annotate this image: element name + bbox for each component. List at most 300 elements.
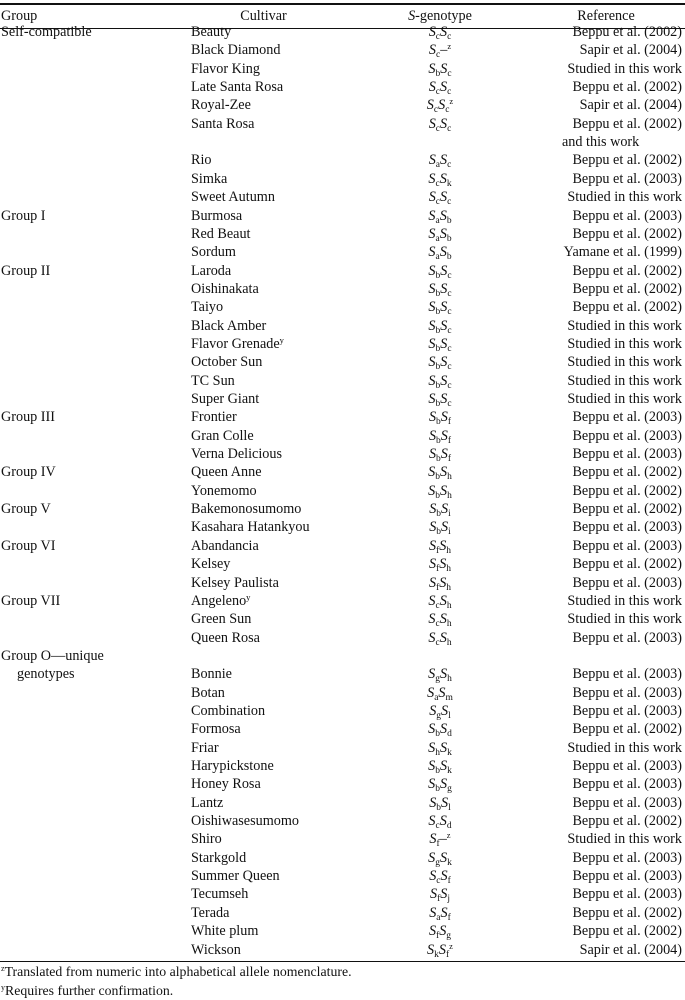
reference-cell: Sapir et al. (2004) — [579, 42, 682, 59]
genotype-cell — [370, 684, 510, 702]
cultivar-name: Laroda — [191, 262, 232, 279]
genotype-cell — [370, 298, 510, 316]
cultivar-name: October Sun — [191, 354, 263, 371]
allele-subscript: c — [447, 197, 452, 208]
reference-cell: Beppu et al. (2002) — [572, 79, 682, 96]
cultivar-cell — [191, 794, 223, 812]
allele-subscript: d — [447, 729, 452, 740]
cultivar-cell — [191, 96, 251, 114]
table-row — [0, 463, 685, 481]
cultivar-cell — [191, 500, 301, 518]
cultivar-cell — [191, 775, 261, 793]
allele-symbol: S — [439, 244, 447, 261]
reference-cell: Beppu et al. (2003) — [572, 409, 682, 426]
allele-subscript: b — [436, 509, 442, 520]
reference-cell: Beppu et al. (2003) — [572, 629, 682, 646]
footnote-mark: y — [279, 334, 284, 345]
cultivar-cell — [191, 280, 259, 298]
cultivar-name: Green Sun — [191, 611, 252, 628]
reference-cell: Beppu et al. (2003) — [572, 702, 682, 719]
allele-symbol: S — [428, 335, 436, 352]
allele-subscript: h — [446, 564, 452, 575]
allele-symbol: S — [440, 868, 448, 885]
reference-cell: Beppu et al. (2003) — [572, 207, 682, 224]
genotype-cell — [370, 408, 510, 426]
allele-symbol: S — [428, 372, 436, 389]
allele-symbol: S — [440, 886, 448, 903]
table-row — [0, 867, 685, 885]
table-row — [0, 151, 685, 169]
allele-subscript: f — [447, 912, 451, 923]
reference-cell: Beppu et al. (2003) — [572, 574, 682, 591]
table-row — [0, 518, 685, 536]
table-row — [0, 702, 685, 720]
footnote-mark: z — [449, 96, 454, 107]
genotype-cell — [370, 207, 510, 225]
allele-symbol: S — [440, 391, 448, 407]
allele-subscript: k — [447, 747, 452, 758]
table-row — [0, 629, 685, 647]
reference-cell: Studied in this work — [567, 831, 682, 848]
cultivar-cell — [191, 372, 235, 390]
allele-subscript: c — [435, 821, 440, 832]
table-row — [0, 133, 685, 151]
footnote-mark: z — [1, 964, 5, 973]
genotype-cell — [370, 885, 510, 903]
cultivar-name: Kelsey — [191, 556, 231, 573]
allele-symbol: S — [428, 923, 437, 940]
reference-cell: Studied in this work — [567, 592, 682, 609]
allele-subscript: c — [435, 637, 440, 648]
allele-symbol: S — [440, 427, 448, 444]
allele-subscript: k — [446, 178, 452, 189]
table-row — [0, 500, 685, 518]
genotype-cell — [370, 867, 510, 885]
allele-symbol: S — [440, 24, 448, 40]
allele-subscript: b — [446, 233, 452, 244]
reference-cell: Beppu et al. (2003) — [572, 794, 682, 811]
group-cell: Group V — [1, 501, 51, 518]
allele-symbol: S — [440, 721, 448, 738]
genotype-cell — [370, 390, 510, 408]
group-cell: Group O—unique — [1, 647, 104, 664]
genotype-cell — [370, 518, 510, 536]
cultivar-name: Queen Rosa — [191, 629, 260, 646]
table-row — [0, 372, 685, 390]
allele-subscript: b — [435, 399, 441, 409]
genotype-cell — [370, 225, 510, 243]
allele-subscript: c — [435, 619, 440, 630]
allele-subscript: h — [446, 637, 452, 648]
allele-subscript: f — [447, 876, 451, 887]
genotype-cell — [370, 665, 510, 683]
allele-subscript: k — [447, 857, 452, 868]
allele-symbol: S — [438, 97, 446, 114]
cultivar-cell — [191, 262, 231, 280]
allele-symbol: S — [429, 794, 437, 811]
allele-subscript: h — [446, 582, 452, 593]
allele-subscript: h — [446, 600, 452, 611]
cultivar-cell — [191, 849, 246, 867]
allele-subscript: c — [445, 105, 450, 116]
allele-subscript: b — [435, 380, 441, 391]
cultivar-cell — [191, 904, 229, 922]
cultivar-cell — [191, 812, 299, 830]
allele-symbol: S — [428, 592, 436, 609]
footnote — [1, 982, 173, 1000]
table-row — [0, 445, 685, 463]
genotype-cell — [370, 812, 510, 830]
table-row — [0, 684, 685, 702]
allele-subscript: f — [436, 582, 440, 593]
header-cultivar: Cultivar — [240, 8, 287, 24]
group-cell: Self-compatible — [1, 24, 92, 40]
allele-subscript: f — [447, 417, 452, 428]
allele-symbol: S — [428, 317, 436, 334]
table-row — [0, 537, 685, 555]
cultivar-name: Honey Rosa — [191, 776, 261, 793]
allele-symbol: S — [428, 666, 436, 683]
allele-subscript: b — [436, 435, 441, 446]
group-cell: Group III — [1, 409, 55, 426]
allele-subscript: f — [436, 564, 440, 575]
allele-subscript: a — [435, 252, 440, 263]
allele-subscript: h — [435, 747, 440, 758]
reference-cell: Beppu et al. (2002) — [572, 721, 682, 738]
allele-subscript: b — [436, 454, 441, 465]
genotype-cell — [370, 941, 510, 959]
allele-subscript: c — [447, 160, 452, 171]
table-row — [0, 775, 685, 793]
cultivar-name: Super Giant — [191, 391, 260, 407]
allele-subscript: a — [434, 692, 439, 703]
cultivar-cell — [191, 665, 232, 683]
cultivar-name: Rio — [191, 152, 212, 169]
allele-subscript: f — [445, 949, 450, 960]
allele-symbol: S — [428, 556, 437, 573]
cultivar-name: Harypickstone — [191, 758, 274, 774]
cultivar-cell — [191, 151, 212, 169]
cultivar-name: Sweet Autumn — [191, 189, 275, 206]
allele-subscript: g — [436, 710, 442, 721]
allele-symbol: S — [439, 574, 447, 591]
allele-subscript: i — [448, 527, 451, 538]
cultivar-cell — [191, 170, 227, 188]
allele-subscript: f — [436, 839, 440, 850]
allele-symbol: S — [440, 79, 448, 96]
allele-subscript: j — [447, 894, 450, 905]
allele-subscript: h — [446, 619, 452, 630]
allele-symbol: S — [428, 813, 436, 830]
reference-cell: Beppu et al. (2003) — [572, 427, 682, 444]
allele-subscript: h — [447, 490, 452, 501]
allele-subscript: c — [447, 362, 452, 373]
allele-symbol: S — [428, 537, 437, 554]
cultivar-cell — [191, 702, 265, 720]
cultivar-name: Verna Delicious — [191, 446, 283, 463]
table-row — [0, 482, 685, 500]
cultivar-name: Formosa — [191, 721, 241, 738]
allele-symbol: S — [440, 60, 448, 77]
cultivar-name: Angeleno — [191, 592, 247, 609]
cultivar-cell — [191, 574, 279, 592]
allele-symbol: S — [428, 409, 437, 426]
allele-subscript: b — [435, 68, 441, 79]
table-row — [0, 812, 685, 830]
reference-cell: Beppu et al. (2003) — [572, 886, 682, 903]
allele-subscript: g — [446, 931, 452, 942]
reference-cell: Beppu et al. (2002) — [572, 464, 682, 481]
genotype-cell — [370, 830, 510, 848]
allele-symbol: S — [427, 941, 435, 958]
allele-subscript: c — [447, 399, 452, 409]
cultivar-name: Friar — [191, 739, 219, 756]
cultivar-name: Flavor Grenade — [191, 335, 280, 352]
cultivar-cell — [191, 463, 262, 481]
allele-subscript: b — [435, 307, 441, 318]
allele-subscript: h — [447, 472, 452, 483]
table-row — [0, 610, 685, 628]
reference-cell: Beppu et al. (2002) — [572, 482, 682, 499]
genotype-unknown: – — [440, 42, 448, 59]
cultivar-name: Wickson — [191, 941, 241, 958]
allele-subscript: f — [436, 931, 440, 942]
allele-symbol: S — [426, 97, 434, 114]
reference-cell: Beppu et al. (2002) — [572, 24, 682, 40]
table-row — [0, 225, 685, 243]
cultivar-name: Kasahara Hatankyou — [191, 519, 310, 536]
allele-symbol: S — [428, 739, 436, 756]
table-row — [0, 262, 685, 280]
cultivar-name: Late Santa Rosa — [191, 79, 284, 96]
reference-cell: Studied in this work — [567, 189, 682, 206]
reference-cell: Studied in this work — [567, 60, 682, 77]
allele-symbol: S — [439, 923, 447, 940]
allele-subscript: f — [437, 894, 441, 905]
cultivar-name: Botan — [191, 684, 225, 701]
cultivar-cell — [191, 317, 266, 335]
cultivar-cell — [191, 922, 258, 940]
genotype-cell — [370, 41, 510, 59]
table-row — [0, 115, 685, 133]
allele-subscript: f — [447, 454, 452, 465]
reference-cell: and this work — [562, 134, 640, 151]
reference-cell: Beppu et al. (2002) — [572, 280, 682, 297]
table-row — [0, 188, 685, 206]
cultivar-cell — [191, 353, 262, 371]
cultivar-cell — [191, 518, 310, 536]
table-row — [0, 427, 685, 445]
allele-subscript: b — [435, 784, 440, 795]
genotype-cell — [370, 60, 510, 78]
cultivar-cell — [191, 830, 222, 848]
allele-symbol: S — [428, 629, 436, 646]
allele-subscript: b — [435, 270, 441, 281]
allele-symbol: S — [440, 280, 448, 297]
allele-subscript: g — [447, 784, 452, 795]
cultivar-cell — [191, 23, 231, 41]
cultivar-cell — [191, 60, 260, 78]
allele-symbol: S — [428, 849, 436, 866]
allele-symbol: S — [428, 391, 436, 407]
allele-symbol: S — [428, 225, 436, 242]
cultivar-cell — [191, 720, 241, 738]
reference-cell: Beppu et al. (2003) — [572, 758, 682, 774]
reference-cell: Beppu et al. (2002) — [572, 556, 682, 573]
allele-subscript: b — [435, 343, 441, 354]
group-cell: Group I — [1, 207, 46, 224]
allele-subscript: c — [447, 343, 452, 354]
table-row — [0, 335, 685, 353]
header-genotype-prefix: S — [408, 8, 416, 24]
allele-subscript: c — [447, 325, 452, 336]
cultivar-cell — [191, 207, 242, 225]
allele-subscript: g — [435, 674, 440, 685]
genotype-cell — [370, 427, 510, 445]
allele-subscript: l — [448, 802, 451, 813]
cultivar-cell — [191, 757, 274, 775]
allele-subscript: b — [446, 252, 452, 263]
allele-subscript: k — [447, 766, 452, 776]
table-row — [0, 922, 685, 940]
allele-subscript: b — [435, 288, 441, 299]
allele-symbol: S — [440, 482, 448, 499]
allele-subscript: c — [447, 32, 452, 42]
allele-subscript: c — [447, 288, 452, 299]
allele-symbol: S — [428, 464, 436, 481]
reference-cell: Studied in this work — [567, 372, 682, 389]
allele-symbol: S — [429, 702, 437, 719]
genotype-cell — [370, 500, 510, 518]
table-row — [0, 757, 685, 775]
genotype-cell — [370, 555, 510, 573]
allele-subscript: m — [445, 692, 453, 703]
allele-symbol: S — [439, 170, 447, 187]
allele-symbol: S — [429, 831, 437, 848]
footnote — [1, 963, 352, 981]
allele-subscript: f — [436, 545, 440, 556]
allele-symbol: S — [428, 60, 436, 77]
group-cell: Group II — [1, 262, 51, 279]
table-row — [0, 390, 685, 408]
table-row — [0, 720, 685, 738]
cultivar-cell — [191, 335, 284, 353]
cultivar-name: Shiro — [191, 831, 222, 848]
group-cell: Group VI — [1, 537, 56, 554]
allele-symbol: S — [428, 280, 436, 297]
cultivar-name: Combination — [191, 702, 266, 719]
genotype-cell — [370, 335, 510, 353]
cultivar-name: Taiyo — [191, 299, 224, 316]
allele-symbol: S — [439, 225, 447, 242]
genotype-cell — [370, 720, 510, 738]
allele-symbol: S — [428, 189, 436, 206]
allele-symbol: S — [439, 611, 447, 628]
table-row — [0, 317, 685, 335]
allele-subscript: c — [447, 307, 452, 318]
allele-symbol: S — [440, 152, 448, 169]
allele-subscript: c — [447, 270, 452, 281]
allele-symbol: S — [440, 464, 448, 481]
allele-subscript: c — [447, 68, 452, 79]
genotype-cell — [370, 280, 510, 298]
cultivar-cell — [191, 188, 275, 206]
genotype-cell — [370, 537, 510, 555]
allele-subscript: f — [447, 435, 452, 446]
allele-symbol: S — [439, 556, 447, 573]
allele-symbol: S — [428, 776, 436, 793]
allele-subscript: c — [447, 123, 452, 134]
genotype-cell — [370, 372, 510, 390]
allele-symbol: S — [440, 189, 448, 206]
genotype-cell — [370, 904, 510, 922]
allele-subscript: h — [446, 545, 452, 556]
genotype-cell — [370, 592, 510, 610]
allele-subscript: g — [435, 857, 440, 868]
group-cell: genotypes — [17, 666, 75, 683]
allele-symbol: S — [439, 592, 447, 609]
allele-subscript: h — [447, 674, 452, 685]
cultivar-cell — [191, 78, 283, 96]
cultivar-cell — [191, 867, 280, 885]
cultivar-name: Summer Queen — [191, 868, 280, 885]
genotype-cell — [370, 794, 510, 812]
allele-subscript: k — [434, 949, 439, 960]
genotype-cell — [370, 188, 510, 206]
allele-subscript: b — [436, 417, 441, 428]
footnote-mark: z — [449, 940, 453, 951]
allele-symbol: S — [441, 501, 449, 518]
table-row — [0, 280, 685, 298]
allele-symbol: S — [441, 519, 449, 536]
table-row — [0, 941, 685, 959]
allele-symbol: S — [429, 904, 437, 921]
reference-cell: Beppu et al. (2003) — [572, 868, 682, 885]
genotype-cell — [370, 243, 510, 261]
genotype-cell — [370, 96, 510, 114]
allele-subscript: b — [435, 490, 440, 501]
reference-cell: Studied in this work — [567, 739, 682, 756]
reference-cell: Studied in this work — [567, 354, 682, 371]
allele-symbol: S — [440, 409, 448, 426]
allele-symbol: S — [439, 629, 447, 646]
cultivar-cell — [191, 555, 230, 573]
cultivar-name: Black Amber — [191, 317, 267, 334]
cultivar-cell — [191, 941, 241, 959]
allele-symbol: S — [440, 758, 448, 774]
allele-symbol: S — [428, 446, 437, 463]
allele-symbol: S — [428, 207, 436, 224]
reference-cell: Beppu et al. (2003) — [572, 170, 682, 187]
allele-subscript: c — [435, 600, 440, 611]
genotype-cell — [370, 574, 510, 592]
group-cell: Group IV — [1, 464, 56, 481]
allele-symbol: S — [428, 427, 437, 444]
table-row — [0, 849, 685, 867]
cultivar-cell — [191, 390, 259, 408]
header-group: Group — [1, 8, 38, 24]
table-row — [0, 904, 685, 922]
allele-subscript: b — [435, 325, 441, 336]
genotype-cell — [370, 23, 510, 41]
table-row — [0, 243, 685, 261]
allele-subscript: a — [435, 233, 440, 244]
reference-cell: Beppu et al. (2002) — [572, 152, 682, 169]
genotype-cell — [370, 482, 510, 500]
allele-symbol: S — [427, 684, 435, 701]
allele-subscript: l — [448, 710, 451, 721]
allele-symbol: S — [429, 519, 437, 536]
